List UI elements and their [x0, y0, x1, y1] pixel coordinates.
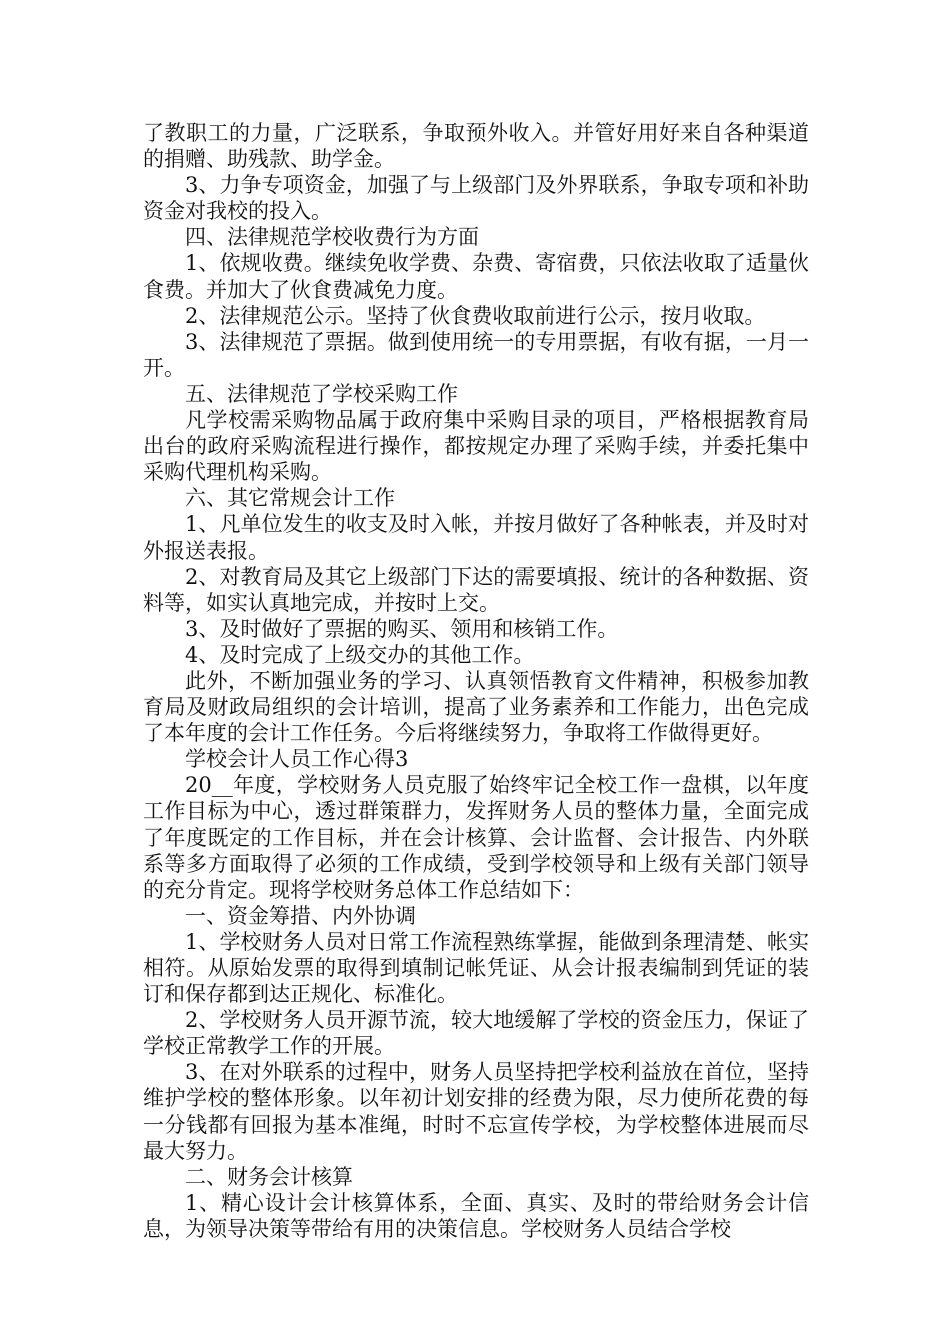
paragraph: 此外，不断加强业务的学习、认真领悟教育文件精神，积极参加教育局及财政局组织的会计培训，提高了业务素养和工作能力，出色完成了本年度的会计工作任务。今后将继续努力，争取将工作做得更好。: [143, 668, 809, 746]
section-heading: 一、资金筹措、内外协调: [185, 903, 416, 928]
paragraph: 1、精心设计会计核算体系，全面、真实、及时的带给财务会计信息，为领导决策等带给有用的决策信息。学校财务人员结合学校: [143, 1190, 809, 1241]
paragraph: 2、学校财务人员开源节流，较大地缓解了学校的资金压力，保证了学校正常教学工作的开展。: [143, 1008, 809, 1059]
paragraph: 4、及时完成了上级交办的其他工作。: [185, 642, 535, 667]
paragraph: 2、对教育局及其它上级部门下达的需要填报、统计的各种数据、资料等，如实认真地完成，并按时上交。: [143, 564, 809, 615]
paragraph: 1、学校财务人员对日常工作流程熟练掌握，能做到条理清楚、帐实相符。从原始发票的取得到填制记帐凭证、从会计报表编制到凭证的装订和保存都到达正规化、标准化。: [143, 929, 809, 1007]
paragraph: 20__年度，学校财务人员克服了始终牢记全校工作一盘棋，以年度工作目标为中心，透过群策群力，发挥财务人员的整体力量，全面完成了年度既定的工作目标，并在会计核算、会计监督、会计报告、内外联系等多方面取得了必须的工作成绩，受到学校领导和上级有关部门领导的充分肯定。现将学校财务总体工作总结如下：: [143, 773, 809, 902]
article-title: 学校会计人员工作心得3: [185, 747, 409, 772]
paragraph: 3、法律规范了票据。做到使用统一的专用票据，有收有据，一月一开。: [143, 329, 809, 380]
paragraph: 3、在对外联系的过程中，财务人员坚持把学校利益放在首位，坚持维护学校的整体形象。以年初计划安排的经费为限，尽力使所花费的每一分钱都有回报为基本准绳，时时不忘宣传学校，为学校整体进展而尽最大努力。: [143, 1060, 809, 1163]
paragraph: 凡学校需采购物品属于政府集中采购目录的项目，严格根据教育局出台的政府采购流程进行操作，都按规定办理了采购手续，并委托集中采购代理机构采购。: [143, 408, 809, 485]
section-heading: 四、法律规范学校收费行为方面: [185, 225, 479, 250]
paragraph: 3、及时做好了票据的购买、领用和核销工作。: [185, 616, 619, 641]
paragraph: 1、凡单位发生的收支及时入帐，并按月做好了各种帐表，并及时对外报送表报。: [143, 512, 809, 563]
paragraph: 3、力争专项资金，加强了与上级部门及外界联系，争取专项和补助资金对我校的投入。: [143, 173, 809, 224]
paragraph: 2、法律规范公示。坚持了伙食费收取前进行公示，按月收取。: [185, 303, 766, 328]
section-heading: 二、财务会计核算: [185, 1164, 353, 1189]
section-heading: 五、法律规范了学校采购工作: [185, 381, 458, 406]
paragraph-continued: 了教职工的力量，广泛联系，争取预外收入。并管好用好来自各种渠道的捐赠、助残款、助学金。: [143, 121, 809, 172]
section-heading: 六、其它常规会计工作: [185, 486, 395, 511]
document-page: [143, 120, 809, 1242]
paragraph: 1、依规收费。继续免收学费、杂费、寄宿费，只依法收取了适量伙食费。并加大了伙食费减免力度。: [143, 251, 809, 302]
